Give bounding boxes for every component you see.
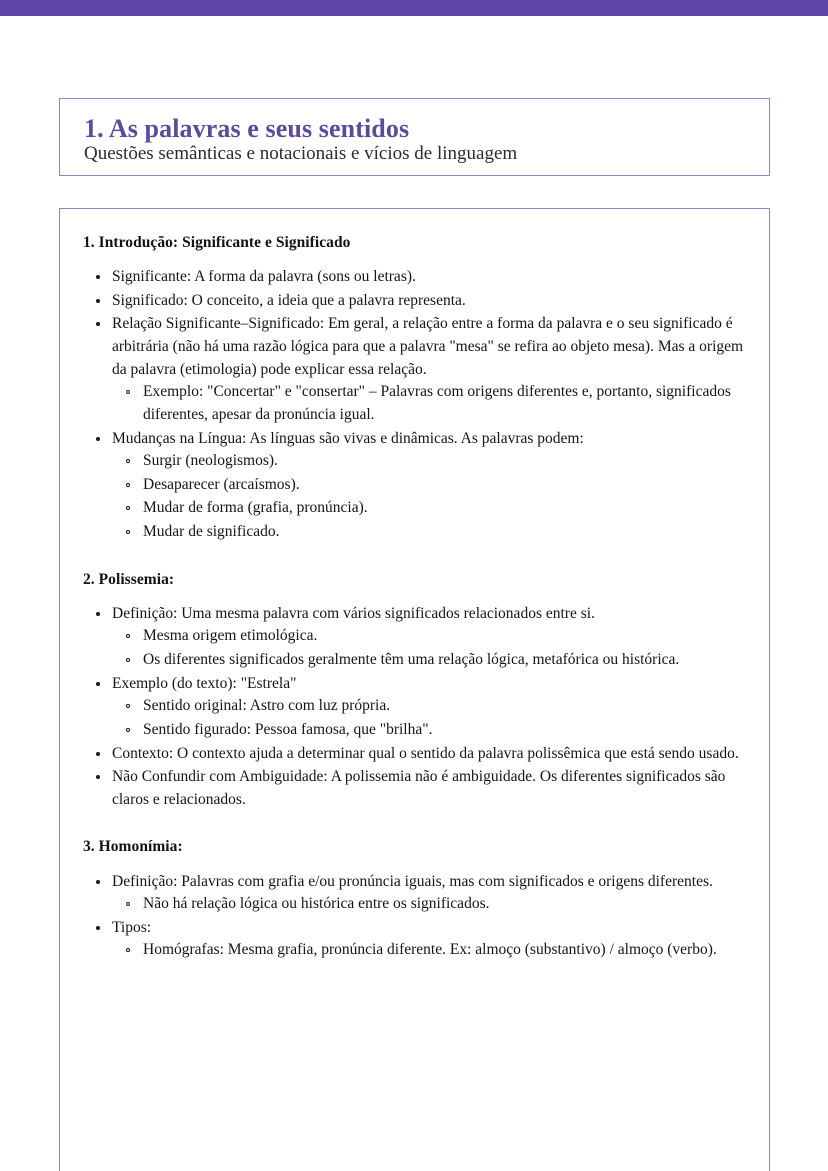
page-title: 1. As palavras e seus sentidos (84, 114, 410, 143)
sub-list-item: Desaparecer (arcaísmos). (112, 474, 747, 497)
sub-list-item: Homógrafas: Mesma grafia, pronúncia diferente. Ex: almoço (substantivo) / almoço (verbo). (112, 939, 747, 962)
content-section (83, 570, 747, 812)
list-item (83, 871, 747, 916)
sub-list-item: Sentido figurado: Pessoa famosa, que "brilha". (112, 719, 747, 742)
bullet-list (83, 871, 747, 963)
list-item-text: Significado: O conceito, a ideia que a palavra representa. (112, 291, 466, 309)
list-item-text: Significante: A forma da palavra (sons ou letras). (112, 268, 416, 286)
list-item (83, 743, 747, 766)
bullet-list (83, 603, 747, 812)
sub-list-item: Surgir (neologismos). (112, 450, 747, 473)
list-item (83, 290, 747, 313)
list-item (83, 766, 747, 811)
document-header-content (60, 99, 769, 164)
sub-list-item: Não há relação lógica ou histórica entre os significados. (112, 893, 747, 916)
list-item-text: Tipos: (112, 918, 152, 936)
list-item (83, 313, 747, 426)
section-heading: 3. Homonímia: (83, 838, 183, 856)
list-item (83, 917, 747, 962)
list-item (83, 603, 747, 672)
list-item (83, 428, 747, 544)
page-subtitle: Questões semânticas e notacionais e vícios de linguagem (84, 143, 518, 165)
sub-bullet-list (112, 893, 747, 916)
sub-bullet-list (112, 625, 747, 671)
sub-list-item: Mesma origem etimológica. (112, 625, 747, 648)
sub-list-item: Mudar de forma (grafia, pronúncia). (112, 497, 747, 520)
document-sections (60, 209, 769, 962)
content-section (83, 233, 747, 544)
list-item-text: Não Confundir com Ambiguidade: A polissemia não é ambiguidade. Os diferentes significados são claros e relacionados. (112, 768, 726, 808)
list-item-text: Relação Significante–Significado: Em geral, a relação entre a forma da palavra e o seu significado é arbitrária (não há uma razão lógica para que a palavra "mesa" se refira ao objeto mesa). Mas a origem da palavra (etimologia) pode explicar essa relação. (112, 315, 744, 378)
list-item (83, 266, 747, 289)
section-heading: 1. Introdução: Significante e Significado (83, 234, 351, 251)
list-item-text: Mudanças na Língua: As línguas são vivas e dinâmicas. As palavras podem: (112, 429, 584, 447)
section-heading: 2. Polissemia: (83, 570, 175, 588)
sub-list-item: Os diferentes significados geralmente têm uma relação lógica, metafórica ou histórica. (112, 649, 747, 672)
sub-list-item: Sentido original: Astro com luz própria. (112, 695, 747, 718)
list-item-text: Definição: Palavras com grafia e/ou pronúncia iguais, mas com significados e origens diferentes. (112, 872, 713, 890)
sub-bullet-list (112, 695, 747, 741)
sub-list-item: Exemplo: "Concertar" e "consertar" – Palavras com origens diferentes e, portanto, significados diferentes, apesar da pronúncia igual. (112, 381, 747, 426)
sub-bullet-list (112, 381, 747, 426)
list-item-text: Contexto: O contexto ajuda a determinar qual o sentido da palavra polissêmica que está sendo usado. (112, 744, 739, 762)
sub-bullet-list (112, 939, 747, 962)
bullet-list (83, 266, 747, 544)
sub-list-item: Mudar de significado. (112, 521, 747, 544)
list-item (83, 673, 747, 742)
content-section (83, 837, 747, 962)
sub-bullet-list (112, 450, 747, 544)
document-page (0, 16, 828, 1171)
document-body-card (59, 208, 770, 1171)
list-item-text: Exemplo (do texto): "Estrela" (112, 674, 297, 692)
document-header-card (59, 98, 770, 176)
list-item-text: Definição: Uma mesma palavra com vários significados relacionados entre si. (112, 604, 595, 622)
top-accent-band (0, 0, 828, 16)
